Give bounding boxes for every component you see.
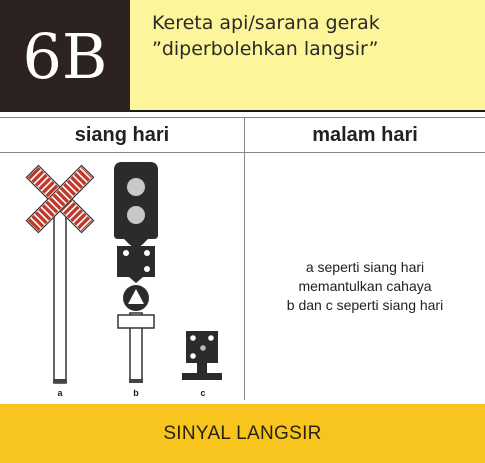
day-signals-illustration [0, 153, 244, 400]
header [0, 0, 485, 112]
night-description [245, 258, 485, 315]
description-line-1: Kereta api/sarana gerak [152, 12, 380, 34]
night-column-header: malam hari [312, 124, 418, 146]
signal-b-lamp-bottom [127, 206, 145, 224]
footer [0, 404, 485, 463]
label-c: c [200, 388, 206, 398]
label-a: a [57, 388, 63, 398]
signal-b-head [114, 162, 158, 239]
signal-b [114, 162, 158, 383]
signal-b-plate [118, 315, 154, 328]
description-line-2: ”diperbolehkan langsir” [152, 38, 379, 60]
night-line-1: a seperti siang hari [305, 259, 425, 275]
signal-c [182, 331, 222, 380]
column-headers [0, 117, 485, 153]
label-b: b [133, 388, 139, 398]
signal-description [152, 10, 472, 62]
signal-code-box [0, 0, 130, 112]
signal-code: 6B [22, 19, 108, 93]
signal-a [26, 165, 93, 383]
footer-title: SINYAL LANGSIR [163, 422, 322, 444]
day-column-header: siang hari [74, 124, 170, 146]
day-panel [0, 153, 244, 400]
night-line-2: memantulkan cahaya [298, 278, 432, 294]
signal-b-lamp-top [127, 178, 145, 196]
night-line-3: b dan c seperti siang hari [286, 297, 444, 313]
signal-a-pole [54, 208, 66, 383]
